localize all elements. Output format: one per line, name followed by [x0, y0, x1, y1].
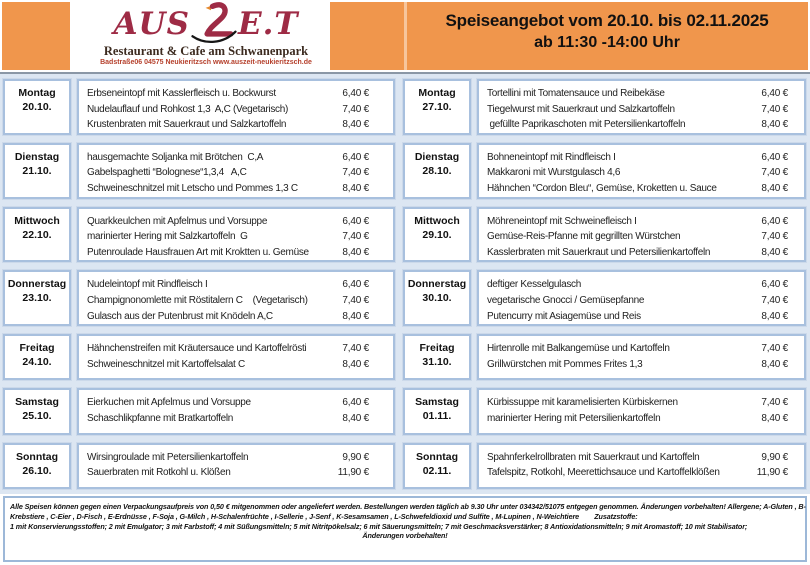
dish-price: 8,40 € [342, 119, 369, 131]
dish-name: Nudelauflauf und Rohkost 1,3 A,C (Vegetarisch) [87, 103, 289, 115]
day-label [403, 79, 471, 135]
day-menu [77, 79, 395, 135]
dish-name: Gabelspaghetti “Bolognese“1,3,4 A,C [87, 167, 247, 179]
menu-item [87, 150, 393, 166]
menu-table [0, 74, 810, 494]
day-menu [477, 143, 806, 199]
menu-item [487, 465, 804, 481]
day-date: 30.10. [422, 292, 452, 305]
menu-item [487, 165, 804, 181]
day-name: Mittwoch [414, 214, 460, 227]
day-date: 26.10. [22, 464, 52, 477]
logo-address: Badstraße06 04575 Neukieritzsch www.auszeit-neukieritzsch.de [100, 59, 312, 66]
menu-item [487, 277, 804, 293]
day-row [3, 388, 395, 434]
dish-price: 6,40 € [761, 88, 788, 99]
dish-name: Schaschlikpfanne mit Bratkartoffeln [87, 413, 234, 424]
menu-item [487, 117, 804, 133]
day-row [3, 270, 395, 326]
day-row [403, 443, 806, 489]
dish-name: Grillwürstchen mit Pommes Frites 1,3 [487, 358, 643, 370]
footer-line-4: Änderungen vorbehalten! [362, 531, 448, 541]
dish-name: Tortellini mit Tomatensauce und Reibekäse [487, 88, 665, 99]
dish-name: Putencurry mit Asiagemüse und Reis [487, 310, 641, 322]
day-menu [477, 334, 806, 380]
dish-price: 9,90 € [761, 451, 788, 463]
day-row [3, 334, 395, 380]
menu-item [487, 245, 804, 261]
day-row [403, 143, 806, 199]
day-name: Dienstag [414, 150, 460, 163]
dish-name: Hähnchenstreifen mit Kräutersauce und Kartoffelrösti [87, 343, 307, 355]
dish-name: hausgemachte Soljanka mit Brötchen C,A [87, 151, 264, 163]
dish-name: Tafelspitz, Rotkohl, Meerettichsauce und Kartoffelklößen [487, 467, 720, 479]
dish-price: 7,40 € [761, 294, 788, 306]
dish-price: 11,90 € [756, 467, 788, 479]
dish-price: 8,40 € [342, 358, 369, 370]
dish-name: Putenroulade Hausfrauen Art mit Kroktten u. Gemüse [87, 246, 309, 258]
dish-name: Makkaroni mit Wurstgulasch 4,6 [487, 167, 621, 179]
dish-name: Erbseneintopf mit Kasslerfleisch u. Bockwurst [87, 88, 276, 99]
footer-line-1: Alle Speisen können gegen einen Verpackungsaufpreis von 0,50 € mitgenommen oder angeliefert werden. Bestellungen werden täglich ab 9.30 Uhr unter 034342/51075 entgegen genommen. Änderungen vorbehalten! Allergene; A-Gluten , B- [10, 502, 806, 511]
restaurant-logo [82, 1, 330, 71]
menu-item [87, 102, 393, 118]
day-name: Montag [418, 87, 456, 99]
day-menu [477, 270, 806, 326]
dish-price: 7,40 € [761, 167, 788, 179]
day-name: Samstag [415, 396, 459, 409]
menu-item [487, 214, 804, 230]
day-label [3, 143, 71, 199]
day-menu [77, 388, 395, 434]
dish-name: Krustenbraten mit Sauerkraut und Salzkartoffeln [87, 119, 287, 131]
menu-hours: ab 11:30 -14:00 Uhr [534, 34, 680, 51]
day-row [3, 443, 395, 489]
dish-price: 8,40 € [342, 246, 369, 258]
dish-name: Eierkuchen mit Apfelmus und Vorsuppe [87, 397, 251, 409]
dish-price: 7,40 € [342, 231, 369, 243]
menu-item [487, 309, 804, 325]
day-name: Sonntag [416, 450, 458, 463]
menu-item [487, 450, 804, 466]
header [0, 0, 810, 74]
dish-price: 8,40 € [761, 413, 788, 424]
dish-name: Hähnchen “Cordon Bleu“, Gemüse, Kroketten u. Sauce [487, 182, 717, 194]
day-row [403, 334, 806, 380]
week-left [3, 79, 395, 489]
day-name: Sonntag [16, 450, 58, 463]
footer-line-2: Krebstiere , C-Eier , D-Fisch , E-Erdnüsse , F-Soja , G-Milch , H-Schalenfrüchte , I-Sellerie , J-Senf , K-Sesamsamen , L-Schwefeldioxid und Sulfite , M-Lupinen , N-Weichtiere Zusatzstoffe: [10, 511, 638, 521]
day-date: 25.10. [22, 410, 52, 423]
menu-item [87, 214, 393, 230]
logo-text-left: AUS [113, 6, 190, 42]
dish-price: 7,40 € [342, 103, 369, 115]
day-row [403, 79, 806, 135]
day-label [403, 143, 471, 199]
day-label [403, 443, 471, 489]
menu-item [87, 309, 393, 325]
day-name: Freitag [19, 342, 55, 355]
day-menu [77, 334, 395, 380]
dish-price: 6,40 € [342, 215, 369, 227]
dish-name: Kasslerbraten mit Sauerkraut und Petersilienkartoffeln [487, 246, 711, 258]
day-menu [77, 443, 395, 489]
dish-price: 7,40 € [342, 343, 369, 355]
day-name: Samstag [15, 396, 59, 409]
menu-item [487, 102, 804, 118]
day-menu [477, 443, 806, 489]
dish-price: 8,40 € [761, 246, 788, 258]
menu-item [487, 150, 804, 166]
dish-price: 9,90 € [342, 451, 369, 463]
dish-name: Champignonomlette mit Röstitalern C (Vegetarisch) [87, 294, 308, 306]
dish-price: 7,40 € [342, 167, 369, 179]
menu-item [87, 86, 393, 102]
dish-price: 8,40 € [342, 310, 369, 322]
menu-item [487, 411, 804, 427]
dish-name: Bohneneintopf mit Rindfleisch I [487, 151, 616, 163]
day-name: Montag [18, 87, 56, 99]
menu-item [87, 450, 393, 466]
menu-item [87, 165, 393, 181]
day-name: Freitag [419, 342, 455, 355]
dish-price: 7,40 € [342, 294, 369, 306]
day-date: 28.10. [422, 164, 452, 177]
dish-price: 6,40 € [761, 151, 788, 163]
day-label [3, 270, 71, 326]
day-name: Dienstag [14, 150, 60, 163]
dish-price: 6,40 € [342, 151, 369, 163]
day-date: 29.10. [422, 228, 452, 241]
dish-name: vegetarische Gnocci / Gemüsepfanne [487, 294, 645, 306]
dish-price: 8,40 € [761, 182, 788, 194]
day-row [403, 270, 806, 326]
dish-name: marinierter Hering mit Petersilienkartoffeln [487, 413, 661, 424]
dish-name: deftiger Kesselgulasch [487, 279, 582, 291]
menu-item [87, 395, 393, 411]
menu-period-title: Speiseangebot vom 20.10. bis 02.11.2025 [445, 11, 769, 30]
day-row [403, 388, 806, 434]
menu-item [487, 229, 804, 245]
day-row [403, 207, 806, 263]
day-date: 21.10. [22, 164, 52, 177]
title-banner [330, 2, 808, 70]
dish-name: Schweineschnitzel mit Letscho und Pommes 1,3 C [87, 182, 298, 194]
swan-icon [191, 1, 237, 47]
header-orange-block [2, 2, 70, 70]
dish-name: Spahnferkelrollbraten mit Sauerkraut und Kartoffeln [487, 451, 700, 463]
day-menu [77, 270, 395, 326]
day-date: 23.10. [22, 292, 52, 305]
dish-name: Kürbissuppe mit karamelisierten Kürbiskernen [487, 397, 678, 409]
day-name: Donnerstag [407, 278, 467, 291]
dish-price: 6,40 € [761, 215, 788, 227]
dish-price: 6,40 € [761, 279, 788, 291]
logo-wordmark [82, 1, 330, 43]
logo-text-right: E.T [237, 6, 299, 42]
dish-name: Quarkkeulchen mit Apfelmus und Vorsuppe [87, 215, 268, 227]
menu-item [487, 86, 804, 102]
menu-item [487, 395, 804, 411]
day-date: 24.10. [22, 356, 52, 369]
dish-name: Hirtenrolle mit Balkangemüse und Kartoffeln [487, 343, 670, 355]
day-row [3, 79, 395, 135]
day-menu [77, 143, 395, 199]
day-date: 31.10. [422, 356, 452, 369]
day-label [3, 443, 71, 489]
menu-item [87, 411, 393, 427]
day-date: 20.10. [22, 101, 52, 113]
dish-name: Tiegelwurst mit Sauerkraut und Salzkartoffeln [487, 103, 675, 115]
day-name: Donnerstag [7, 278, 67, 291]
logo-subtitle: Restaurant & Cafe am Schwanenpark [103, 44, 309, 58]
menu-item [487, 357, 804, 373]
dish-name: marinierter Hering mit Salzkartoffeln G [87, 231, 248, 243]
dish-price: 6,40 € [342, 279, 369, 291]
dish-name: Nudeleintopf mit Rindfleisch I [87, 279, 208, 291]
dish-price: 8,40 € [761, 119, 788, 131]
day-date: 02.11. [422, 464, 452, 477]
day-label [403, 270, 471, 326]
dish-price: 8,40 € [761, 358, 788, 370]
day-menu [477, 79, 806, 135]
day-menu [477, 388, 806, 434]
dish-price: 6,40 € [342, 397, 369, 409]
dish-name: Sauerbraten mit Rotkohl u. Klößen [87, 467, 231, 479]
menu-item [87, 181, 393, 197]
day-date: 22.10. [22, 228, 52, 241]
day-label [3, 334, 71, 380]
day-menu [477, 207, 806, 263]
dish-name: Gemüse-Reis-Pfanne mit gegrillten Würstchen [487, 231, 681, 243]
menu-item [487, 341, 804, 357]
menu-item [87, 357, 393, 373]
dish-price: 8,40 € [342, 182, 369, 194]
dish-price: 11,90 € [337, 467, 369, 479]
dish-price: 7,40 € [761, 231, 788, 243]
menu-item [487, 181, 804, 197]
footer-note [3, 496, 807, 562]
day-date: 27.10. [422, 101, 452, 113]
day-label [3, 79, 71, 135]
day-label [403, 334, 471, 380]
dish-price: 7,40 € [761, 397, 788, 409]
day-name: Mittwoch [14, 214, 60, 227]
dish-name: Gulasch aus der Putenbrust mit Knödeln A,C [87, 310, 273, 322]
day-label [403, 388, 471, 434]
dish-name: Möhreneintopf mit Schweinefleisch I [487, 215, 637, 227]
dish-name: gefüllte Paprikaschoten mit Petersilienkartoffeln [487, 119, 686, 131]
week-right [403, 79, 806, 489]
day-row [3, 143, 395, 199]
menu-item [87, 465, 393, 481]
menu-item [487, 293, 804, 309]
dish-name: Schweineschnitzel mit Kartoffelsalat C [87, 358, 245, 370]
menu-item [87, 293, 393, 309]
footer-line-3: 1 mit Konservierungsstoffen; 2 mit Emulgator; 3 mit Farbstoff; 4 mit Süßungsmitteln; 5 mit Nitritpökelsalz; 6 mit Säuerungsmitteln; 7 mit Geschmacksverstärker; 8 Antioxidationsmitteln; 9 mit Aromastoff; 10 mit Stabilisator; [10, 521, 748, 531]
dish-price: 8,40 € [761, 310, 788, 322]
day-label [3, 207, 71, 263]
dish-name: Wirsingroulade mit Petersilienkartoffeln [87, 451, 249, 463]
menu-item [87, 229, 393, 245]
menu-item [87, 245, 393, 261]
dish-price: 6,40 € [342, 88, 369, 99]
dish-price: 7,40 € [761, 103, 788, 115]
day-label [3, 388, 71, 434]
menu-item [87, 117, 393, 133]
day-menu [77, 207, 395, 263]
day-label [403, 207, 471, 263]
menu-item [87, 341, 393, 357]
menu-item [87, 277, 393, 293]
day-row [3, 207, 395, 263]
day-date: 01.11. [422, 410, 452, 423]
dish-price: 7,40 € [761, 343, 788, 355]
dish-price: 8,40 € [342, 413, 369, 424]
